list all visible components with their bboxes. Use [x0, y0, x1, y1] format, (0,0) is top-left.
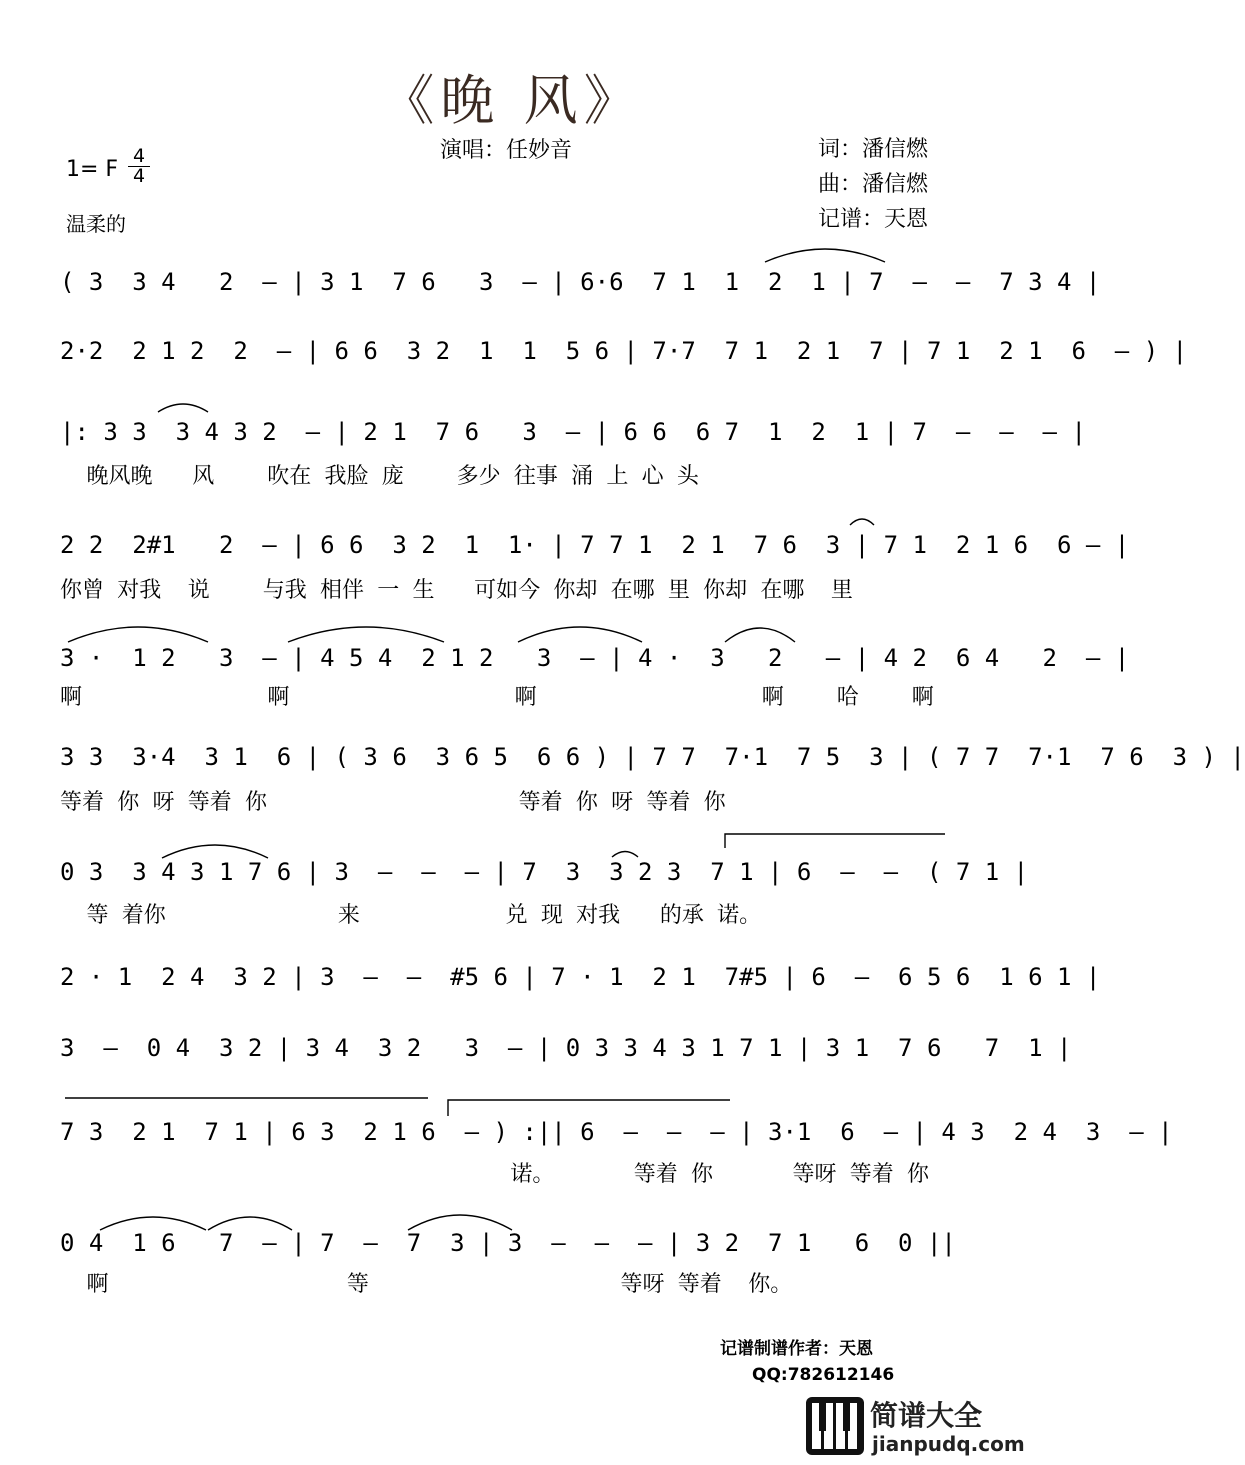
transcriber-credit: 记谱：天恩 [818, 207, 929, 232]
notes-row-5: 3 · 1 2 3 – | 4 5 4 2 1 2 3 – | 4 · 3 2 – | 4 2 6 4 2 – | [60, 644, 1130, 672]
lyrics-row-11: 啊 等 等呀 等着 你。 [60, 1272, 793, 1297]
footer-author: 记谱制谱作者：天恩 [720, 1339, 873, 1359]
notes-row-6: 3 3 3·4 3 1 6 | ( 3 6 3 6 5 6 6 ) | 7 7 7·1 7 5 3 | ( 7 7 7·1 7 6 3 ) | [60, 743, 1245, 771]
song-title: 《晚 风》 [380, 69, 644, 132]
composer-credit: 曲：潘信燃 [818, 172, 929, 197]
time-signature-top: 4 [128, 147, 150, 167]
piano-keys-icon [806, 1397, 864, 1455]
lyrics-row-4: 你曾 对我 说 与我 相伴 一 生 可如今 你却 在哪 里 你却 在哪 里 [60, 578, 853, 603]
notes-row-7: 0 3 3 4 3 1 7 6 | 3 – – – | 7 3 3 2 3 7 1 | 6 – – ( 7 1 | [60, 858, 1029, 886]
notes-row-2: 2·2 2 1 2 2 – | 6 6 3 2 1 1 5 6 | 7·7 7 1 2 1 7 | 7 1 2 1 6 – ) | [60, 337, 1188, 365]
notes-row-10: 7 3 2 1 7 1 | 6 3 2 1 6 – ) :|| 6 – – – | 3·1 6 – | 4 3 2 4 3 – | [60, 1118, 1173, 1146]
watermark-name: 简谱大全 [870, 1399, 983, 1432]
footer-credit [720, 1336, 894, 1388]
lyrics-row-10: 诺。 等着 你 等呀 等着 你 [60, 1162, 930, 1187]
notes-row-4: 2 2 2#1 2 – | 6 6 3 2 1 1· | 7 7 1 2 1 7 6 3 | 7 1 2 1 6 6 – | [60, 531, 1130, 559]
site-watermark [806, 1395, 1025, 1457]
notes-row-9: 3 – 0 4 3 2 | 3 4 3 2 3 – | 0 3 3 4 3 1 7 1 | 3 1 7 6 7 1 | [60, 1034, 1072, 1062]
notes-row-1: ( 3 3 4 2 – | 3 1 7 6 3 – | 6·6 7 1 1 2 1 | 7 – – 7 3 4 | [60, 268, 1101, 296]
notes-row-3: |: 3 3 3 4 3 2 – | 2 1 7 6 3 – | 6 6 6 7 1 2 1 | 7 – – – | [60, 418, 1086, 446]
time-signature [128, 147, 150, 186]
lyrics-row-5: 啊 啊 啊 啊 哈 啊 [60, 685, 934, 710]
lyricist-credit: 词：潘信燃 [818, 137, 929, 162]
notes-row-11: 0 4 1 6 7 – | 7 – 7 3 | 3 – – – | 3 2 7 1 6 0 || [60, 1229, 956, 1257]
singer-credit: 演唱：任妙音 [440, 138, 573, 163]
footer-qq: QQ:782612146 [752, 1365, 895, 1385]
key-signature: 1= F [66, 157, 119, 182]
watermark-url: jianpudq.com [872, 1432, 1025, 1456]
lyrics-row-7: 等 着你 来 兑 现 对我 的承 诺。 [60, 903, 762, 928]
notes-row-8: 2 · 1 2 4 3 2 | 3 – – #5 6 | 7 · 1 2 1 7#5 | 6 – 6 5 6 1 6 1 | [60, 963, 1101, 991]
credits-block [818, 132, 928, 237]
lyrics-row-3: 晚风晚 风 吹在 我脸 庞 多少 往事 涌 上 心 头 [60, 464, 699, 489]
lyrics-row-6: 等着 你 呀 等着 你 等着 你 呀 等着 你 [60, 790, 726, 815]
tempo-mark: 温柔的 [66, 212, 126, 236]
time-signature-bottom: 4 [132, 165, 146, 187]
